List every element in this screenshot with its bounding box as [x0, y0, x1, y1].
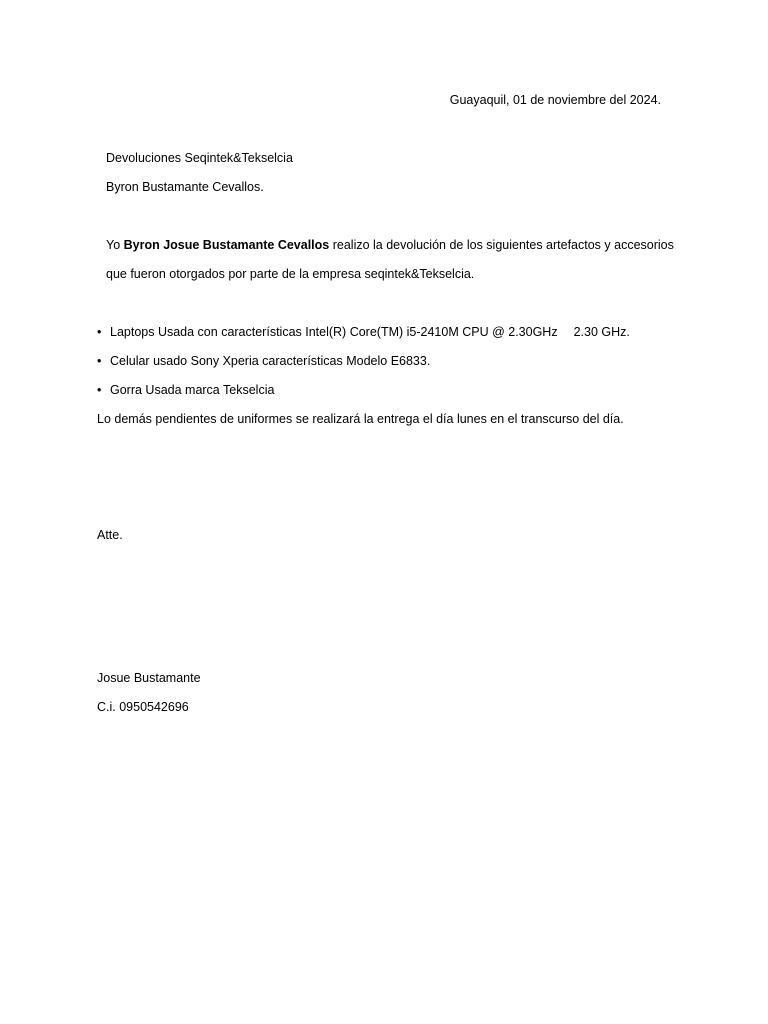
list-item — [97, 324, 630, 340]
body-suffix: realizo la devolución de los siguientes artefactos y accesorios — [329, 238, 674, 252]
date-line: Guayaquil, 01 de noviembre del 2024. — [449, 93, 661, 107]
bullet-icon: • — [97, 325, 102, 339]
list-item-extra: 2.30 GHz. — [573, 325, 630, 339]
list-item-text: Gorra Usada marca Tekselcia — [110, 383, 275, 397]
recipient-line-1: Devoluciones Seqintek&Tekselcia — [106, 151, 293, 165]
body-paragraph-line-2: que fueron otorgados por parte de la empresa seqintek&Tekselcia. — [106, 267, 475, 281]
bullet-icon: • — [97, 354, 102, 368]
body-prefix: Yo — [106, 238, 124, 252]
signer-id: C.i. 0950542696 — [97, 700, 189, 714]
closing: Atte. — [97, 528, 123, 542]
recipient-line-2: Byron Bustamante Cevallos. — [106, 180, 264, 194]
body-name: Byron Josue Bustamante Cevallos — [123, 238, 330, 252]
bullet-icon: • — [97, 383, 102, 397]
pending-note: Lo demás pendientes de uniformes se realizará la entrega el día lunes en el transcurso del día. — [97, 412, 624, 426]
list-item-text: Celular usado Sony Xperia características Modelo E6833. — [110, 354, 431, 368]
body-paragraph-line-1 — [106, 237, 674, 253]
list-item — [97, 382, 274, 398]
signer-name: Josue Bustamante — [97, 671, 201, 685]
list-item-text: Laptops Usada con características Intel(R) Core(TM) i5-2410M CPU @ 2.30GHz — [110, 325, 558, 339]
list-item — [97, 353, 430, 369]
